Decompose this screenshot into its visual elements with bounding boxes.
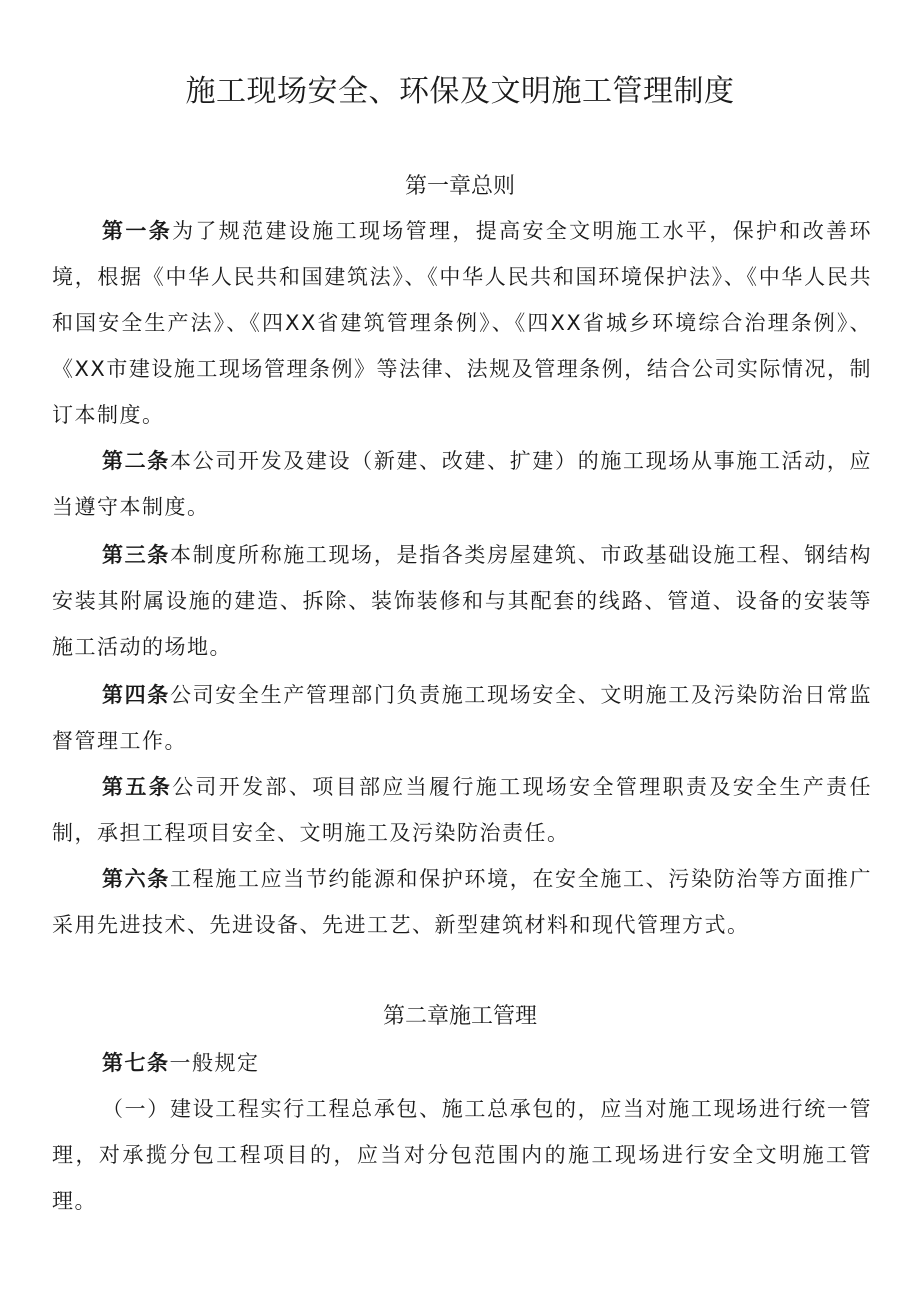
- article-4: [52, 672, 872, 764]
- article-label: 第六条: [102, 867, 170, 891]
- article-6: [52, 856, 872, 948]
- article-label: 第五条: [102, 775, 173, 799]
- article-text: 工程施工应当节约能源和保护环境，在安全施工、污染防治等方面推广采用先进技术、先进设备、先进工艺、新型建筑材料和现代管理方式。: [52, 867, 873, 937]
- article-1: [52, 208, 872, 438]
- article-label: 第二条: [102, 449, 170, 473]
- article-5: [52, 764, 872, 856]
- article-label: 第三条: [102, 543, 170, 567]
- article-2: [52, 438, 872, 530]
- article-label: 第七条: [102, 1051, 170, 1075]
- article-text: 一般规定: [169, 1051, 260, 1075]
- chapter-2-heading: 第二章施工管理: [382, 1004, 537, 1029]
- document-title: 施工现场安全、环保及文明施工管理制度: [185, 74, 735, 109]
- clause-paragraph: （一）建设工程实行工程总承包、施工总承包的，应当对施工现场进行统一管理，对承揽分包工程项目的，应当对分包范围内的施工现场进行安全文明施工管理。: [52, 1097, 872, 1213]
- article-text: 为了规范建设施工现场管理，提高安全文明施工水平，保护和改善环境，根据《中华人民共和国建筑法》、《中华人民共和国环境保护法》、《中华人民共和国安全生产法》、《四XX省建筑管理条例》、《四XX省城乡环境综合治理条例》、《XX市建设施工现场管理条例》等法律、法规及管理条例，结合公司实际情况，制订本制度。: [52, 219, 872, 427]
- article-text: 公司安全生产管理部门负责施工现场安全、文明施工及污染防治日常监督管理工作。: [52, 683, 873, 753]
- article-7: [52, 1040, 872, 1086]
- article-text: 公司开发部、项目部应当履行施工现场安全管理职责及安全生产责任制，承担工程项目安全、文明施工及污染防治责任。: [52, 775, 872, 845]
- article-text: 本公司开发及建设（新建、改建、扩建）的施工现场从事施工活动，应当遵守本制度。: [52, 449, 873, 519]
- article-text: 本制度所称施工现场，是指各类房屋建筑、市政基础设施工程、钢结构安装其附属设施的建造、拆除、装饰装修和与其配套的线路、管道、设备的安装等施工活动的场地。: [52, 543, 873, 659]
- chapter-1-heading: 第一章总则: [404, 174, 515, 199]
- article-3: [52, 532, 872, 670]
- article-label: 第四条: [102, 683, 170, 707]
- article-label: 第一条: [102, 219, 173, 243]
